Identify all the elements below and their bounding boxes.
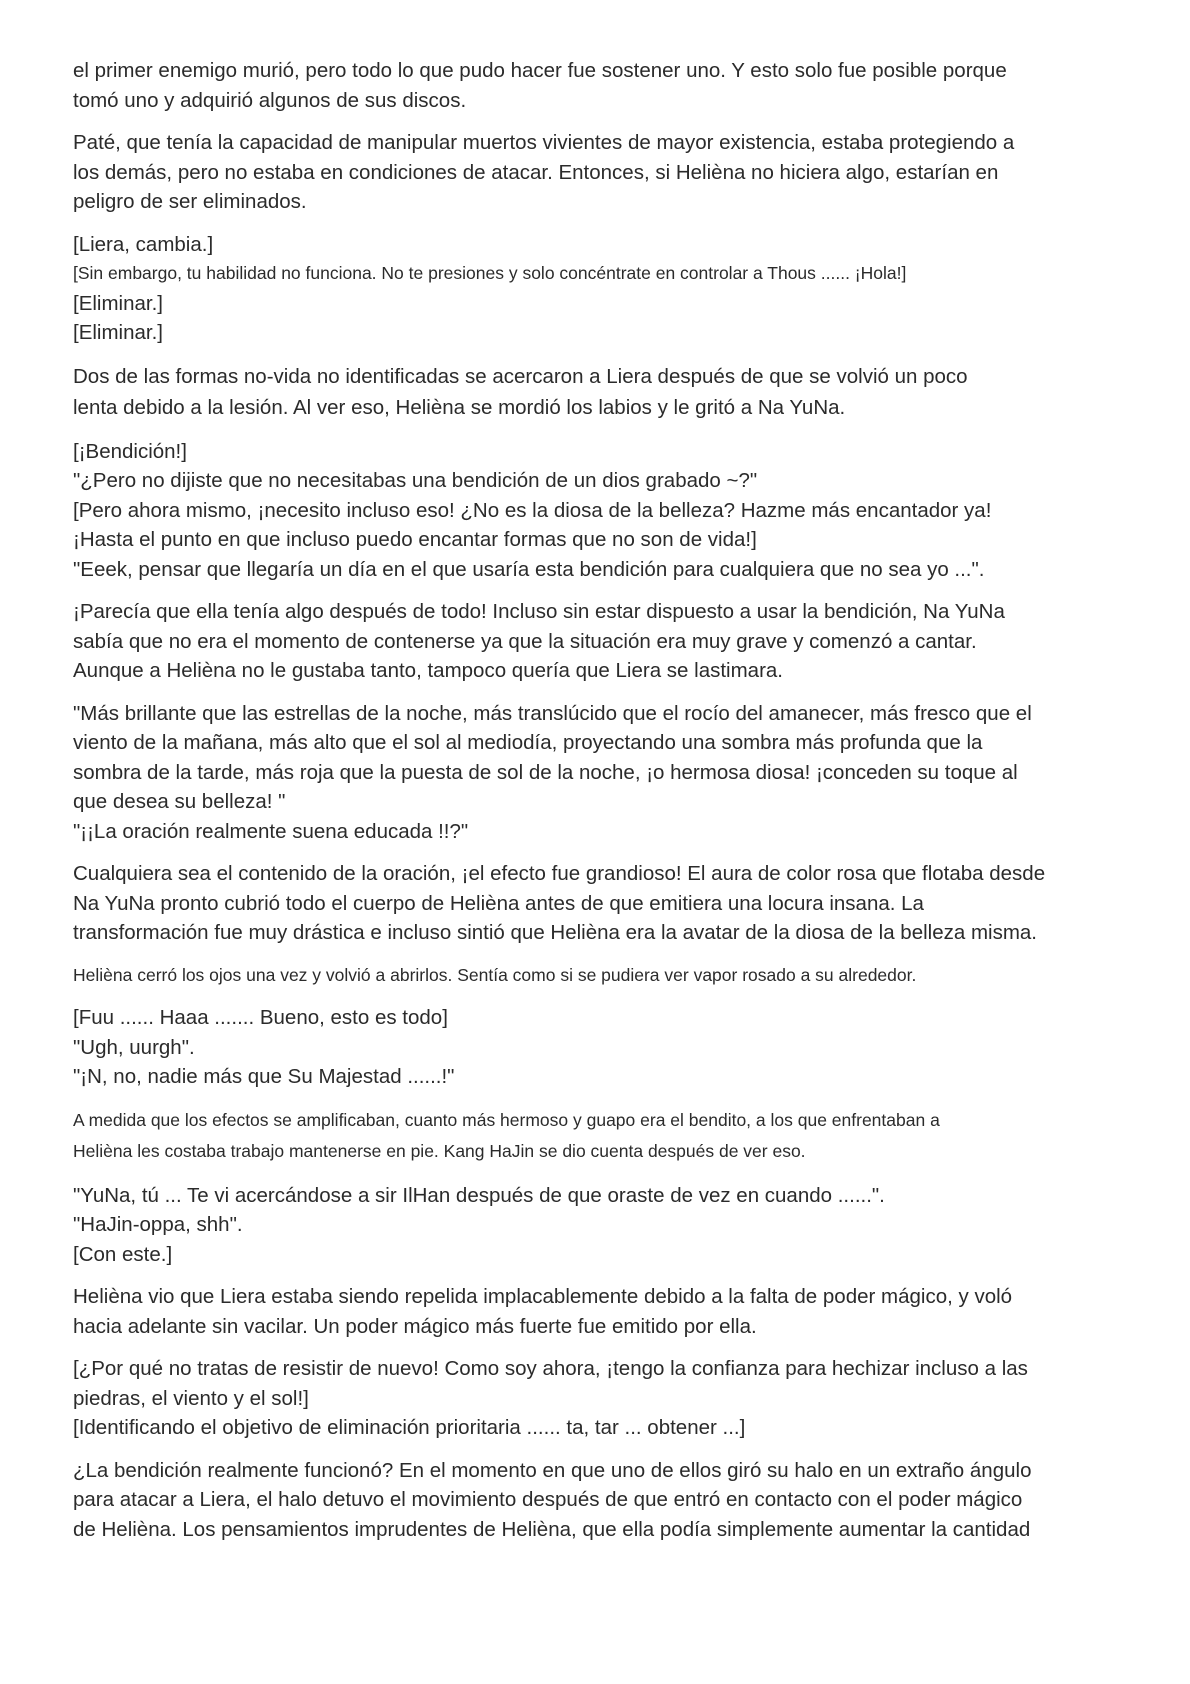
dialogue-block-2 [73,437,1123,585]
dialogue-line: "Eeek, pensar que llegaría un día en el que usaría esta bendición para cualquiera que no sea yo ...". [73,557,985,581]
text-line: que desea su belleza! " [73,790,286,813]
dialogue-line: [¡Bendición!] [73,439,187,463]
text-line: Helièna cerró los ojos una vez y volvió a abrirlos. Sentía como si se pudiera ver vapor rosado a su alrededor. [73,964,917,985]
text-line: el primer enemigo murió, pero todo lo que pudo hacer fue sostener uno. Y esto solo fue posible porque [73,59,1007,82]
dialogue-line: [Eliminar.] [73,291,163,315]
dialogue-line: [Pero ahora mismo, ¡necesito incluso eso! ¿No es la diosa de la belleza? Hazme más encantador ya! [73,498,992,522]
paragraph-4 [73,597,1123,686]
paragraph-7 [73,1105,1123,1168]
dialogue-line: piedras, el viento y el sol!] [73,1386,309,1410]
text-line: Helièna les costaba trabajo mantenerse en pie. Kang HaJin se dio cuenta después de ver eso. [73,1141,806,1161]
text-line: los demás, pero no estaba en condiciones de atacar. Entonces, si Helièna no hiciera algo, estarían en [73,160,999,184]
text-line: Aunque a Helièna no le gustaba tanto, tampoco quería que Liera se lastimara. [73,659,783,682]
text-line: Cualquiera sea el contenido de la oración, ¡el efecto fue grandioso! El aura de color rosa que flotaba desde [73,862,1046,885]
paragraph-8 [73,1282,1123,1341]
text-line: Paté, que tenía la capacidad de manipular muertos vivientes de mayor existencia, estaba protegiendo a [73,131,1015,154]
dialogue-line: ¡Hasta el punto en que incluso puedo encantar formas que no son de vida!] [73,528,757,551]
text-line: ¡Parecía que ella tenía algo después de todo! Incluso sin estar dispuesto a usar la bendición, Na YuNa [73,600,1005,623]
dialogue-line: "¿Pero no dijiste que no necesitabas una bendición de un dios grabado ~?" [73,469,758,492]
dialogue-block-3 [73,1003,1123,1092]
dialogue-line: "YuNa, tú ... Te vi acercándose a sir IlHan después de que oraste de vez en cuando ......". [73,1183,885,1207]
paragraph-1 [73,56,1123,115]
paragraph-6 [73,961,1123,991]
text-line: "Más brillante que las estrellas de la noche, más translúcido que el rocío del amanecer, más fresco que el [73,701,1032,725]
text-line: A medida que los efectos se amplificaban, cuanto más hermoso y guapo era el bendito, a los que enfrentaban a [73,1109,940,1130]
dialogue-line: [Fuu ...... Haaa ....... Bueno, esto es todo] [73,1006,448,1029]
text-line: peligro de ser eliminados. [73,190,307,213]
dialogue-line: [Sin embargo, tu habilidad no funciona. No te presiones y solo concéntrate en controlar a Thous ...... ¡Hola!] [73,263,907,283]
dialogue-line: [Con este.] [73,1242,173,1266]
text-line: sombra de la tarde, más roja que la puesta de sol de la noche, ¡o hermosa diosa! ¡conceden su toque al [73,760,1018,784]
document-page [73,56,1123,1557]
dialogue-block-1 [73,230,1123,348]
dialogue-line: [Eliminar.] [73,321,163,344]
paragraph-5 [73,859,1123,948]
prayer-block [73,699,1123,847]
text-line: "¡¡La oración realmente suena educada !!?" [73,819,469,843]
text-line: Na YuNa pronto cubrió todo el cuerpo de Helièna antes de que emitiera una locura insana. La [73,891,924,915]
text-line: Helièna vio que Liera estaba siendo repelida implacablemente debido a la falta de poder mágico, y voló [73,1285,1013,1308]
dialogue-block-5 [73,1354,1123,1443]
text-line: viento de la mañana, más alto que el sol al mediodía, proyectando una sombra más profunda que la [73,731,983,754]
text-line: tomó uno y adquirió algunos de sus discos. [73,88,467,112]
text-line: de Helièna. Los pensamientos imprudentes de Helièna, que ella podía simplemente aumentar la cantidad [73,1517,1031,1541]
text-line: lenta debido a la lesión. Al ver eso, Helièna se mordió los labios y le gritó a Na YuNa. [73,396,846,419]
dialogue-line: "¡N, no, nadie más que Su Majestad ......!" [73,1065,455,1088]
dialogue-line: [¿Por qué no tratas de resistir de nuevo! Como soy ahora, ¡tengo la confianza para hechizar incluso a las [73,1357,1028,1380]
dialogue-line: "HaJin-oppa, shh". [73,1213,243,1236]
paragraph-9 [73,1456,1123,1545]
dialogue-line: [Liera, cambia.] [73,232,214,256]
text-line: Dos de las formas no-vida no identificadas se acercaron a Liera después de que se volvió un poco [73,364,968,388]
text-line: hacia adelante sin vacilar. Un poder mágico más fuerte fue emitido por ella. [73,1314,757,1338]
paragraph-2 [73,128,1123,217]
dialogue-line: "Ugh, uurgh". [73,1035,195,1059]
text-line: para atacar a Liera, el halo detuvo el movimiento después de que entró en contacto con el poder mágico [73,1488,1023,1511]
text-line: sabía que no era el momento de contenerse ya que la situación era muy grave y comenzó a cantar. [73,629,977,653]
text-line: ¿La bendición realmente funcionó? En el momento en que uno de ellos giró su halo en un extraño ángulo [73,1458,1032,1482]
dialogue-block-4 [73,1181,1123,1270]
dialogue-line: [Identificando el objetivo de eliminación prioritaria ...... ta, tar ... obtener ...] [73,1416,746,1439]
text-line: transformación fue muy drástica e incluso sintió que Helièna era la avatar de la diosa de la belleza misma. [73,921,1038,944]
paragraph-3 [73,361,1123,424]
